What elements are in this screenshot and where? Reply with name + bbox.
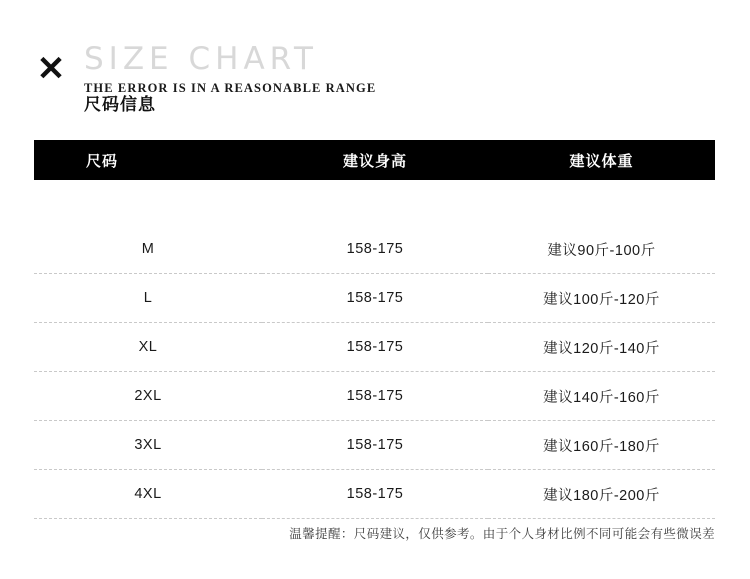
cell-height: 158-175 — [262, 421, 488, 470]
column-header-weight: 建议体重 — [488, 140, 715, 180]
section-heading: 尺码信息 — [84, 95, 156, 114]
table-row — [34, 470, 715, 519]
close-icon: ✕ — [36, 50, 66, 88]
cell-height: 158-175 — [262, 470, 488, 519]
cell-size: L — [34, 274, 262, 323]
table-row — [34, 225, 715, 274]
cell-weight: 建议120斤-140斤 — [488, 323, 715, 372]
table-row — [34, 372, 715, 421]
cell-height: 158-175 — [262, 225, 488, 274]
footer-note: 温馨提醒：尺码建议，仅供参考。由于个人身材比例不同可能会有些微误差 — [289, 527, 715, 541]
page-header — [34, 24, 714, 95]
size-table — [34, 140, 715, 519]
cell-weight: 建议90斤-100斤 — [488, 225, 715, 274]
table-body — [34, 180, 715, 519]
cell-height: 158-175 — [262, 274, 488, 323]
table-row — [34, 421, 715, 470]
table-row — [34, 274, 715, 323]
table-spacer-row — [34, 180, 715, 225]
cell-weight: 建议100斤-120斤 — [488, 274, 715, 323]
table-header-row — [34, 140, 715, 180]
cell-weight: 建议140斤-160斤 — [488, 372, 715, 421]
size-table-wrapper — [34, 140, 715, 519]
cell-size: 2XL — [34, 372, 262, 421]
cell-weight: 建议160斤-180斤 — [488, 421, 715, 470]
table-head — [34, 140, 715, 180]
cell-height: 158-175 — [262, 323, 488, 372]
cell-weight: 建议180斤-200斤 — [488, 470, 715, 519]
cell-size: 4XL — [34, 470, 262, 519]
cell-size: 3XL — [34, 421, 262, 470]
column-header-size: 尺码 — [34, 140, 262, 180]
cell-height: 158-175 — [262, 372, 488, 421]
page-title: SIZE CHART — [84, 41, 318, 77]
cell-size: XL — [34, 323, 262, 372]
page-subtitle: THE ERROR IS IN A REASONABLE RANGE — [84, 81, 377, 95]
table-row — [34, 323, 715, 372]
column-header-height: 建议身高 — [262, 140, 488, 180]
cell-size: M — [34, 225, 262, 274]
